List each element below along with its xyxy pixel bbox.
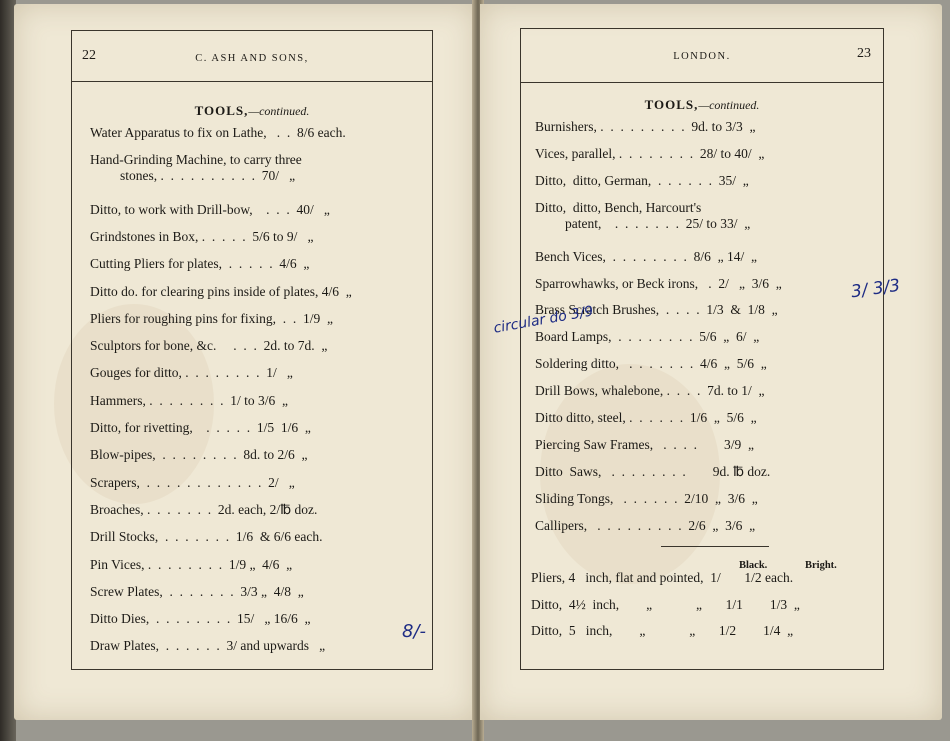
entry-text: Piercing Saw Frames, . . . . 3/9 „: [535, 436, 754, 452]
section-title-suffix: —continued.: [698, 98, 760, 112]
entry-text: Ditto Saws, . . . . . . . . 9d. ℔ doz.: [535, 463, 771, 479]
entry-text: Sculptors for bone, &c. . . . 2d. to 7d. „: [90, 338, 328, 354]
price-list-entry: [535, 146, 764, 162]
price-list-entry: [90, 256, 309, 272]
column-heading-bright: Bright.: [805, 560, 837, 571]
entry-text: Ditto Dies, . . . . . . . . 15/ „ 16/6 „: [90, 611, 311, 627]
right-running-head: LONDON.: [673, 51, 731, 62]
handwritten-margin-note: circular do 3/9: [492, 303, 595, 337]
entry-text: Pliers, 4 inch, flat and pointed, 1/ 1/2 each.: [531, 570, 794, 585]
price-list-entry: [90, 393, 288, 409]
price-list-entry: [90, 638, 325, 654]
entry-text: Vices, parallel, . . . . . . . . 28/ to 40/ „: [535, 145, 765, 161]
entry-text: Callipers, . . . . . . . . . 2/6 „ 3/6 „: [535, 517, 756, 533]
entry-text: Sparrowhawks, or Beck irons, . 2/ „ 3/6 „: [535, 275, 782, 291]
price-list-entry: [535, 491, 758, 507]
entry-text: Pliers for roughing pins for fixing, . . 1/9 „: [90, 310, 333, 326]
entry-continuation-text: patent, . . . . . . . 25/ to 33/ „: [565, 215, 751, 231]
price-list-entry: [90, 125, 346, 141]
entry-text: Broaches, . . . . . . . 2d. each, 2/℔ doz.: [90, 501, 318, 517]
entry-text: Ditto, ditto, Bench, Harcourt's: [535, 199, 702, 215]
price-list-entry: [90, 502, 317, 518]
entry-text: Hammers, . . . . . . . . 1/ to 3/6 „: [90, 392, 288, 408]
right-header-rule: [521, 82, 883, 83]
entry-text: Soldering ditto, . . . . . . . 4/6 „ 5/6 „: [535, 356, 767, 372]
right-page-frame: [492, 28, 902, 670]
section-title-text: TOOLS,: [194, 103, 249, 118]
price-list-entry: [90, 365, 293, 381]
entry-text: Ditto do. for clearing pins inside of plates, 4/6 „: [90, 283, 352, 299]
price-list-entry: [535, 437, 754, 453]
entry-text: Cutting Pliers for plates, . . . . . 4/6 „: [90, 256, 310, 272]
entry-text: Ditto, 5 inch, „ „ 1/2 1/4 „: [531, 623, 794, 638]
entry-text: Bench Vices, . . . . . . . . 8/6 „ 14/ „: [535, 248, 758, 264]
price-list-entry: [531, 597, 800, 613]
price-list-entry: [90, 611, 310, 627]
entry-text: Blow-pipes, . . . . . . . . 8d. to 2/6 „: [90, 447, 308, 463]
section-title-suffix: —continued.: [248, 104, 310, 118]
price-list-entry: [535, 464, 770, 480]
handwritten-price-note: 8/-: [402, 621, 427, 642]
price-list-entry: [535, 518, 755, 534]
entry-text: Ditto, to work with Drill-bow, . . . 40/ „: [90, 201, 330, 217]
section-title-text: TOOLS,: [644, 97, 699, 112]
left-page: [14, 4, 476, 720]
price-list-entry: [90, 229, 314, 245]
handwritten-price-note: 3/ 3/3: [849, 275, 902, 303]
entry-text: Hand-Grinding Machine, to carry three: [90, 152, 302, 168]
price-list-entry: [90, 284, 352, 300]
entry-text: Sliding Tongs, . . . . . . 2/10 „ 3/6 „: [535, 490, 758, 506]
price-list-entry: [535, 383, 764, 399]
left-page-frame: [71, 30, 433, 670]
entry-text: Ditto, 4½ inch, „ „ 1/1 1/3 „: [531, 596, 800, 612]
entry-text: Drill Bows, whalebone, . . . . 7d. to 1/ „: [535, 383, 765, 399]
entry-text: Gouges for ditto, . . . . . . . . 1/ „: [90, 365, 293, 381]
entry-text: Screw Plates, . . . . . . . 3/3 „ 4/8 „: [90, 583, 304, 599]
entry-text: Drill Stocks, . . . . . . . 1/6 & 6/6 each.: [90, 529, 323, 545]
price-list-entry: [531, 623, 793, 639]
price-list-entry: [90, 529, 322, 545]
entry-text: Water Apparatus to fix on Lathe, . . 8/6 each.: [90, 125, 346, 140]
price-list-entry: [531, 570, 793, 586]
price-list-entry: [535, 329, 759, 345]
price-list-entry: [90, 475, 295, 491]
price-list-entry: [535, 249, 757, 265]
section-divider-rule: [661, 546, 769, 547]
entry-text: Ditto ditto, steel, . . . . . . 1/6 „ 5/6 „: [535, 410, 757, 425]
right-section-title: [521, 97, 883, 113]
entry-text: Grindstones in Box, . . . . . 5/6 to 9/ „: [90, 228, 314, 244]
price-list-entry: [90, 338, 327, 354]
price-list-entry: [535, 200, 750, 232]
entry-text: Burnishers, . . . . . . . . . 9d. to 3/3 „: [535, 119, 756, 134]
left-running-head: C. ASH AND SONS,: [195, 53, 309, 64]
right-page: [480, 4, 942, 720]
left-page-number: 22: [82, 48, 96, 63]
entry-text: Board Lamps, . . . . . . . . 5/6 „ 6/ „: [535, 329, 760, 345]
price-list-entry: [90, 420, 311, 436]
entry-text: Pin Vices, . . . . . . . . 1/9 „ 4/6 „: [90, 556, 293, 572]
entry-text: Ditto, ditto, German, . . . . . . 35/ „: [535, 172, 749, 188]
entry-text: Brass Scratch Brushes, . . . . 1/3 & 1/8 „: [535, 302, 778, 318]
left-header-rule: [72, 81, 432, 82]
price-list-entry: [535, 119, 756, 135]
price-list-entry: [90, 557, 292, 573]
right-page-number: 23: [857, 46, 871, 61]
price-list-entry: [535, 356, 767, 372]
price-list-entry: [535, 410, 757, 426]
entry-text: Scrapers, . . . . . . . . . . . . 2/ „: [90, 474, 295, 490]
price-list-entry: [90, 447, 308, 463]
left-section-title: [72, 103, 432, 119]
entry-text: Ditto, for rivetting, . . . . . 1/5 1/6 „: [90, 420, 311, 435]
price-list-entry: [90, 202, 330, 218]
price-list-entry: [90, 584, 304, 600]
column-heading-black: Black.: [739, 560, 768, 571]
price-list-entry: [535, 173, 749, 189]
entry-text: Draw Plates, . . . . . . 3/ and upwards „: [90, 638, 326, 654]
entry-continuation-text: stones, . . . . . . . . . . 70/ „: [120, 168, 296, 184]
price-list-entry: [90, 152, 302, 184]
price-list-entry: [90, 311, 333, 327]
price-list-entry: [535, 276, 782, 292]
